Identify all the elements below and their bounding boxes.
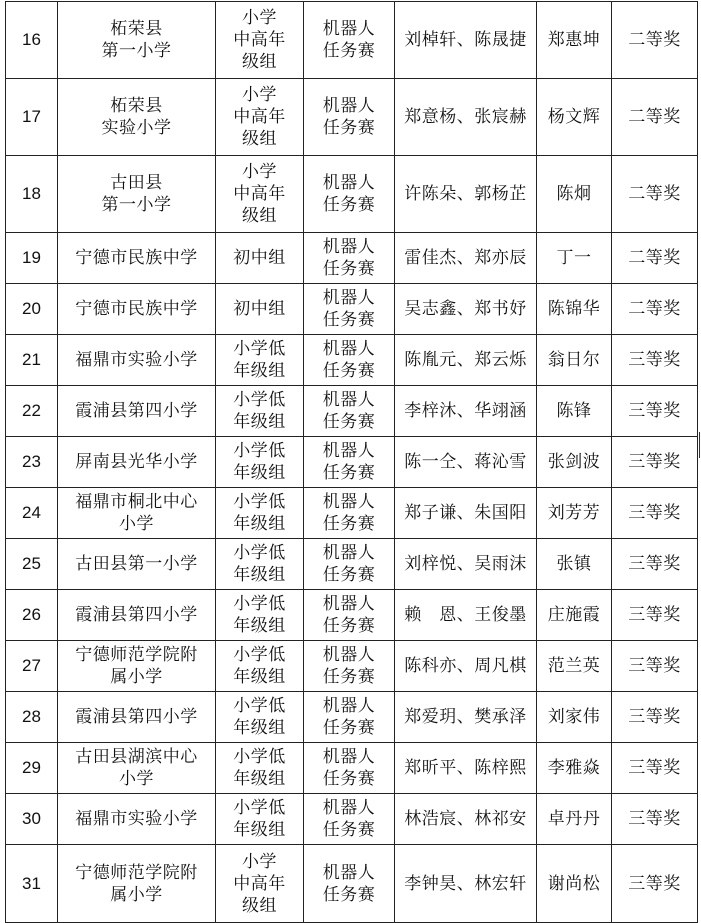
- students-cell: 李钟昊、林宏轩: [395, 845, 537, 923]
- teacher-cell: 郑惠坤: [537, 2, 612, 79]
- students-cell: 林浩宸、林祁安: [395, 794, 537, 845]
- row-number: 28: [6, 692, 58, 743]
- event-cell: 机器人 任务赛: [304, 335, 395, 386]
- award-cell: 三等奖: [612, 692, 698, 743]
- row-number: 23: [6, 437, 58, 488]
- group-cell: 小学低 年级组: [216, 641, 304, 692]
- students-cell: 刘梓悦、吴雨沫: [395, 539, 537, 590]
- awards-table-body: [6, 2, 698, 923]
- award-cell: 三等奖: [612, 845, 698, 923]
- table-row: [6, 539, 698, 590]
- table-row: [6, 284, 698, 335]
- teacher-cell: 谢尚松: [537, 845, 612, 923]
- row-number: 31: [6, 845, 58, 923]
- school-cell: 宁德市民族中学: [58, 284, 216, 335]
- event-cell: 机器人 任务赛: [304, 743, 395, 794]
- school-cell: 柘荣县 实验小学: [58, 79, 216, 156]
- group-cell: 初中组: [216, 233, 304, 284]
- school-cell: 福鼎市桐北中心 小学: [58, 488, 216, 539]
- students-cell: 郑昕平、陈梓熙: [395, 743, 537, 794]
- table-row: [6, 794, 698, 845]
- awards-table: [5, 1, 698, 923]
- group-cell: 小学低 年级组: [216, 437, 304, 488]
- table-row: [6, 2, 698, 79]
- row-number: 30: [6, 794, 58, 845]
- students-cell: 陈科亦、周凡棋: [395, 641, 537, 692]
- group-cell: 小学低 年级组: [216, 590, 304, 641]
- teacher-cell: 丁一: [537, 233, 612, 284]
- group-cell: 小学低 年级组: [216, 794, 304, 845]
- teacher-cell: 张剑波: [537, 437, 612, 488]
- students-cell: 雷佳杰、郑亦辰: [395, 233, 537, 284]
- table-row: [6, 156, 698, 233]
- event-cell: 机器人 任务赛: [304, 156, 395, 233]
- row-number: 19: [6, 233, 58, 284]
- students-cell: 陈胤元、郑云烁: [395, 335, 537, 386]
- award-cell: 二等奖: [612, 284, 698, 335]
- row-number: 26: [6, 590, 58, 641]
- award-cell: 二等奖: [612, 79, 698, 156]
- row-number: 18: [6, 156, 58, 233]
- event-cell: 机器人 任务赛: [304, 539, 395, 590]
- students-cell: 郑爱玥、樊承泽: [395, 692, 537, 743]
- award-cell: 三等奖: [612, 590, 698, 641]
- event-cell: 机器人 任务赛: [304, 386, 395, 437]
- students-cell: 赖 恩、王俊墨: [395, 590, 537, 641]
- school-cell: 古田县 第一小学: [58, 156, 216, 233]
- row-number: 17: [6, 79, 58, 156]
- school-cell: 霞浦县第四小学: [58, 590, 216, 641]
- school-cell: 霞浦县第四小学: [58, 692, 216, 743]
- row-number: 22: [6, 386, 58, 437]
- teacher-cell: 陈锋: [537, 386, 612, 437]
- event-cell: 机器人 任务赛: [304, 2, 395, 79]
- award-cell: 三等奖: [612, 794, 698, 845]
- teacher-cell: 杨文辉: [537, 79, 612, 156]
- school-cell: 宁德市民族中学: [58, 233, 216, 284]
- table-row: [6, 488, 698, 539]
- table-row: [6, 590, 698, 641]
- event-cell: 机器人 任务赛: [304, 488, 395, 539]
- students-cell: 许陈朵、郭杨芷: [395, 156, 537, 233]
- award-cell: 三等奖: [612, 539, 698, 590]
- table-row: [6, 233, 698, 284]
- teacher-cell: 刘家伟: [537, 692, 612, 743]
- school-cell: 宁德师范学院附 属小学: [58, 845, 216, 923]
- teacher-cell: 张镇: [537, 539, 612, 590]
- table-row: [6, 743, 698, 794]
- teacher-cell: 刘芳芳: [537, 488, 612, 539]
- row-number: 27: [6, 641, 58, 692]
- table-row: [6, 692, 698, 743]
- event-cell: 机器人 任务赛: [304, 692, 395, 743]
- students-cell: 李梓沐、华翊涵: [395, 386, 537, 437]
- table-row: [6, 641, 698, 692]
- award-cell: 二等奖: [612, 2, 698, 79]
- group-cell: 小学低 年级组: [216, 692, 304, 743]
- group-cell: 小学 中高年 级组: [216, 79, 304, 156]
- event-cell: 机器人 任务赛: [304, 437, 395, 488]
- teacher-cell: 翁日尔: [537, 335, 612, 386]
- school-cell: 福鼎市实验小学: [58, 335, 216, 386]
- row-number: 20: [6, 284, 58, 335]
- event-cell: 机器人 任务赛: [304, 845, 395, 923]
- group-cell: 小学低 年级组: [216, 488, 304, 539]
- award-cell: 三等奖: [612, 743, 698, 794]
- teacher-cell: 范兰英: [537, 641, 612, 692]
- table-row: [6, 437, 698, 488]
- students-cell: 郑意杨、张宸赫: [395, 79, 537, 156]
- teacher-cell: 李雅焱: [537, 743, 612, 794]
- teacher-cell: 陈锦华: [537, 284, 612, 335]
- school-cell: 古田县第一小学: [58, 539, 216, 590]
- group-cell: 小学低 年级组: [216, 539, 304, 590]
- group-cell: 小学低 年级组: [216, 386, 304, 437]
- teacher-cell: 卓丹丹: [537, 794, 612, 845]
- award-cell: 二等奖: [612, 233, 698, 284]
- students-cell: 刘棹轩、陈晟捷: [395, 2, 537, 79]
- event-cell: 机器人 任务赛: [304, 794, 395, 845]
- row-number: 16: [6, 2, 58, 79]
- group-cell: 初中组: [216, 284, 304, 335]
- school-cell: 柘荣县 第一小学: [58, 2, 216, 79]
- row-number: 29: [6, 743, 58, 794]
- table-row: [6, 845, 698, 923]
- teacher-cell: 陈炯: [537, 156, 612, 233]
- award-cell: 三等奖: [612, 488, 698, 539]
- students-cell: 陈一仝、蒋沁雪: [395, 437, 537, 488]
- school-cell: 屏南县光华小学: [58, 437, 216, 488]
- event-cell: 机器人 任务赛: [304, 641, 395, 692]
- event-cell: 机器人 任务赛: [304, 79, 395, 156]
- group-cell: 小学 中高年 级组: [216, 156, 304, 233]
- group-cell: 小学 中高年 级组: [216, 2, 304, 79]
- group-cell: 小学低 年级组: [216, 335, 304, 386]
- table-row: [6, 386, 698, 437]
- students-cell: 吴志鑫、郑书妤: [395, 284, 537, 335]
- row-number: 21: [6, 335, 58, 386]
- school-cell: 福鼎市实验小学: [58, 794, 216, 845]
- event-cell: 机器人 任务赛: [304, 233, 395, 284]
- group-cell: 小学 中高年 级组: [216, 845, 304, 923]
- award-cell: 三等奖: [612, 386, 698, 437]
- table-row: [6, 335, 698, 386]
- table-row: [6, 79, 698, 156]
- school-cell: 霞浦县第四小学: [58, 386, 216, 437]
- row-number: 24: [6, 488, 58, 539]
- school-cell: 古田县湖滨中心 小学: [58, 743, 216, 794]
- page-edge-mark: [699, 432, 700, 458]
- teacher-cell: 庄施霞: [537, 590, 612, 641]
- group-cell: 小学低 年级组: [216, 743, 304, 794]
- award-cell: 三等奖: [612, 335, 698, 386]
- award-cell: 二等奖: [612, 156, 698, 233]
- event-cell: 机器人 任务赛: [304, 590, 395, 641]
- event-cell: 机器人 任务赛: [304, 284, 395, 335]
- award-cell: 三等奖: [612, 641, 698, 692]
- award-cell: 三等奖: [612, 437, 698, 488]
- row-number: 25: [6, 539, 58, 590]
- students-cell: 郑子谦、朱国阳: [395, 488, 537, 539]
- school-cell: 宁德师范学院附 属小学: [58, 641, 216, 692]
